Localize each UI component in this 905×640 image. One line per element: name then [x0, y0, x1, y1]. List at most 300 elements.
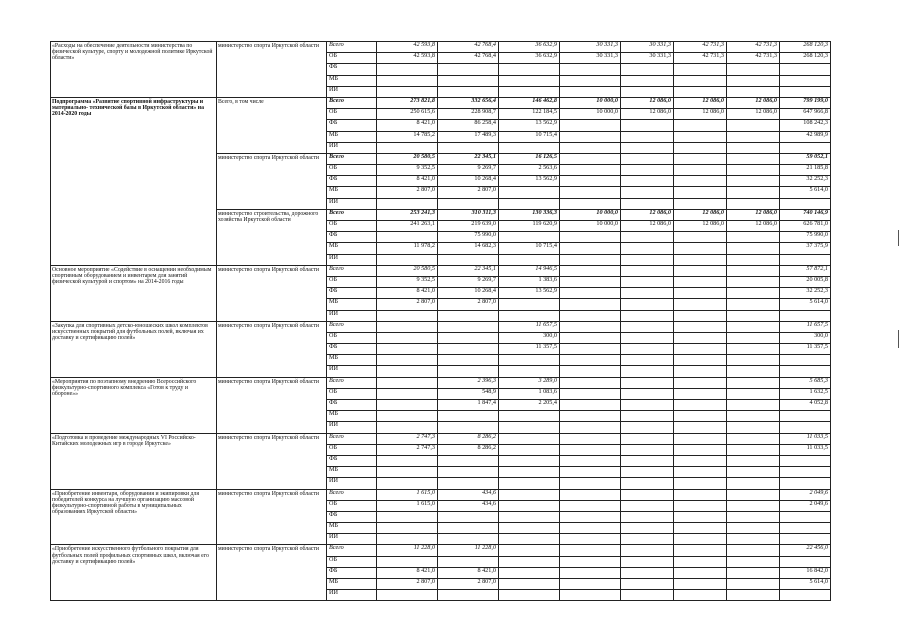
- activity-name: «Закупка для спортивных детско-юношеских школ комплектов искусственных покрытий для футбольных полей, включая их доставку и сертификацию полей»: [51, 321, 217, 377]
- total-value-cell: [780, 511, 831, 522]
- year-value-cell: 8 286,2: [438, 433, 499, 444]
- year-value-cell: [499, 75, 560, 86]
- year-value-cell: [621, 153, 674, 164]
- year-value-cell: [674, 265, 727, 276]
- year-value-cell: 22 345,1: [438, 153, 499, 164]
- year-value-cell: [727, 500, 780, 511]
- year-value-cell: [377, 366, 438, 377]
- year-value-cell: [727, 478, 780, 489]
- year-value-cell: 13 562,9: [499, 120, 560, 131]
- year-value-cell: [438, 321, 499, 332]
- year-value-cell: [438, 590, 499, 601]
- year-value-cell: [560, 366, 621, 377]
- year-value-cell: [621, 198, 674, 209]
- year-value-cell: 1 083,6: [499, 388, 560, 399]
- funding-source-code: ОБ: [327, 556, 377, 567]
- year-value-cell: [727, 120, 780, 131]
- year-value-cell: [621, 310, 674, 321]
- year-value-cell: [438, 344, 499, 355]
- year-value-cell: 8 421,0: [377, 567, 438, 578]
- executor-name: министерство спорта Иркутской области: [217, 489, 327, 545]
- year-value-cell: [674, 411, 727, 422]
- funding-source-code: ОБ: [327, 109, 377, 120]
- year-value-cell: [674, 377, 727, 388]
- year-value-cell: [560, 567, 621, 578]
- table-row: [51, 97, 831, 108]
- year-value-cell: 10 715,4: [499, 243, 560, 254]
- year-value-cell: [438, 511, 499, 522]
- year-value-cell: [674, 321, 727, 332]
- year-value-cell: [560, 265, 621, 276]
- total-value-cell: [780, 366, 831, 377]
- year-value-cell: 1 847,4: [438, 400, 499, 411]
- total-value-cell: 57 872,1: [780, 265, 831, 276]
- year-value-cell: [727, 332, 780, 343]
- funding-source-code: ФБ: [327, 176, 377, 187]
- year-value-cell: [438, 411, 499, 422]
- year-value-cell: [499, 299, 560, 310]
- year-value-cell: [560, 556, 621, 567]
- year-value-cell: 219 639,0: [438, 221, 499, 232]
- funding-source-code: МБ: [327, 355, 377, 366]
- year-value-cell: [438, 64, 499, 75]
- year-value-cell: [621, 377, 674, 388]
- year-value-cell: [674, 288, 727, 299]
- year-value-cell: [377, 590, 438, 601]
- year-value-cell: [727, 545, 780, 556]
- year-value-cell: 2 807,0: [438, 579, 499, 590]
- total-value-cell: 11 357,5: [780, 344, 831, 355]
- year-value-cell: 12 086,0: [621, 109, 674, 120]
- total-value-cell: [780, 422, 831, 433]
- year-value-cell: 12 086,0: [674, 109, 727, 120]
- year-value-cell: [499, 534, 560, 545]
- year-value-cell: 11 357,5: [499, 344, 560, 355]
- year-value-cell: [377, 142, 438, 153]
- year-value-cell: [674, 388, 727, 399]
- year-value-cell: 11 978,2: [377, 243, 438, 254]
- year-value-cell: [674, 299, 727, 310]
- year-value-cell: [377, 232, 438, 243]
- funding-source-code: ИИ: [327, 198, 377, 209]
- year-value-cell: [560, 64, 621, 75]
- year-value-cell: [560, 545, 621, 556]
- year-value-cell: [499, 254, 560, 265]
- year-value-cell: [621, 411, 674, 422]
- year-value-cell: [727, 64, 780, 75]
- executor-name: министерство спорта Иркутской области: [217, 433, 327, 489]
- year-value-cell: [499, 64, 560, 75]
- year-value-cell: [727, 433, 780, 444]
- year-value-cell: [674, 165, 727, 176]
- year-value-cell: 2 563,6: [499, 165, 560, 176]
- year-value-cell: [560, 590, 621, 601]
- funding-source-code: Всего: [327, 489, 377, 500]
- year-value-cell: [560, 511, 621, 522]
- year-value-cell: 119 620,9: [499, 221, 560, 232]
- year-value-cell: 75 990,0: [438, 232, 499, 243]
- year-value-cell: [499, 590, 560, 601]
- year-value-cell: [499, 198, 560, 209]
- year-value-cell: [727, 523, 780, 534]
- total-value-cell: 11 657,5: [780, 321, 831, 332]
- year-value-cell: [621, 142, 674, 153]
- year-value-cell: [674, 187, 727, 198]
- funding-source-code: МБ: [327, 579, 377, 590]
- year-value-cell: [621, 86, 674, 97]
- total-value-cell: [780, 355, 831, 366]
- year-value-cell: [727, 366, 780, 377]
- funding-source-code: ОБ: [327, 221, 377, 232]
- funding-source-code: Всего: [327, 265, 377, 276]
- year-value-cell: [621, 176, 674, 187]
- year-value-cell: [499, 433, 560, 444]
- year-value-cell: [560, 299, 621, 310]
- activity-name: «Мероприятия по поэтапному внедрению Всероссийского физкультурно-спортивного комплекса «Готов к труду и обороне»»: [51, 377, 217, 433]
- year-value-cell: [499, 500, 560, 511]
- year-value-cell: [674, 153, 727, 164]
- year-value-cell: 10 268,4: [438, 288, 499, 299]
- year-value-cell: 9 269,7: [438, 276, 499, 287]
- year-value-cell: [499, 567, 560, 578]
- year-value-cell: [674, 332, 727, 343]
- year-value-cell: 86 258,4: [438, 120, 499, 131]
- year-value-cell: [674, 344, 727, 355]
- year-value-cell: [560, 332, 621, 343]
- funding-source-code: ОБ: [327, 332, 377, 343]
- year-value-cell: 332 656,4: [438, 97, 499, 108]
- total-value-cell: [780, 86, 831, 97]
- total-value-cell: 37 375,9: [780, 243, 831, 254]
- year-value-cell: [621, 444, 674, 455]
- funding-source-code: ОБ: [327, 276, 377, 287]
- year-value-cell: [727, 355, 780, 366]
- activity-name: «Расходы на обеспечение деятельности министерства по физической культуре, спорту и молодежной политике Иркутской области»: [51, 42, 217, 98]
- year-value-cell: 14 785,2: [377, 131, 438, 142]
- activity-name: Основное мероприятие «Содействие в оснащении необходимым спортивным оборудованием и инвентарем для занятий физической культурой и спортом» на 2014-2016 годы: [51, 265, 217, 321]
- year-value-cell: [560, 534, 621, 545]
- year-value-cell: 1 615,0: [377, 500, 438, 511]
- year-value-cell: [674, 500, 727, 511]
- year-value-cell: [727, 165, 780, 176]
- total-value-cell: [780, 64, 831, 75]
- year-value-cell: [438, 86, 499, 97]
- year-value-cell: [621, 422, 674, 433]
- year-value-cell: [377, 422, 438, 433]
- activity-name: «Подготовка и проведение международных VI Российско-Китайских молодежных игр в городе Иркутске»: [51, 433, 217, 489]
- funding-source-code: МБ: [327, 243, 377, 254]
- total-value-cell: 21 185,8: [780, 165, 831, 176]
- year-value-cell: [674, 534, 727, 545]
- year-value-cell: [674, 579, 727, 590]
- total-value-cell: 647 966,8: [780, 109, 831, 120]
- year-value-cell: 42 731,3: [727, 42, 780, 53]
- total-value-cell: 20 005,8: [780, 276, 831, 287]
- year-value-cell: [560, 243, 621, 254]
- year-value-cell: [727, 567, 780, 578]
- year-value-cell: [621, 276, 674, 287]
- year-value-cell: [377, 467, 438, 478]
- year-value-cell: [621, 131, 674, 142]
- year-value-cell: [727, 489, 780, 500]
- year-value-cell: [377, 332, 438, 343]
- year-value-cell: 241 263,1: [377, 221, 438, 232]
- year-value-cell: 36 632,9: [499, 42, 560, 53]
- year-value-cell: [727, 455, 780, 466]
- year-value-cell: 12 086,0: [727, 209, 780, 220]
- year-value-cell: 300,0: [499, 332, 560, 343]
- year-value-cell: [621, 433, 674, 444]
- year-value-cell: [727, 254, 780, 265]
- year-value-cell: [674, 400, 727, 411]
- year-value-cell: [560, 422, 621, 433]
- year-value-cell: [727, 344, 780, 355]
- scan-edge-mark: [898, 230, 899, 246]
- year-value-cell: [499, 366, 560, 377]
- funding-source-code: ФБ: [327, 511, 377, 522]
- year-value-cell: [621, 534, 674, 545]
- year-value-cell: [674, 422, 727, 433]
- funding-source-code: ИИ: [327, 422, 377, 433]
- year-value-cell: 2 807,0: [438, 299, 499, 310]
- year-value-cell: 8 421,0: [438, 567, 499, 578]
- year-value-cell: 250 615,6: [377, 109, 438, 120]
- year-value-cell: 12 086,0: [674, 97, 727, 108]
- year-value-cell: 42 593,8: [377, 42, 438, 53]
- total-value-cell: 1 632,5: [780, 388, 831, 399]
- year-value-cell: 12 086,0: [674, 221, 727, 232]
- table-row: [51, 265, 831, 276]
- year-value-cell: [499, 556, 560, 567]
- year-value-cell: 1 383,6: [499, 276, 560, 287]
- year-value-cell: [621, 556, 674, 567]
- year-value-cell: 10 000,0: [560, 221, 621, 232]
- funding-source-code: ФБ: [327, 232, 377, 243]
- year-value-cell: [560, 321, 621, 332]
- year-value-cell: 12 086,0: [674, 209, 727, 220]
- year-value-cell: [674, 590, 727, 601]
- year-value-cell: 1 615,0: [377, 489, 438, 500]
- year-value-cell: [438, 422, 499, 433]
- total-value-cell: 16 842,0: [780, 567, 831, 578]
- year-value-cell: [499, 422, 560, 433]
- year-value-cell: [727, 276, 780, 287]
- year-value-cell: 122 184,5: [499, 109, 560, 120]
- year-value-cell: [438, 455, 499, 466]
- year-value-cell: [377, 511, 438, 522]
- total-value-cell: [780, 310, 831, 321]
- year-value-cell: [727, 534, 780, 545]
- funding-source-code: МБ: [327, 187, 377, 198]
- year-value-cell: 42 768,4: [438, 42, 499, 53]
- year-value-cell: 30 331,3: [560, 42, 621, 53]
- year-value-cell: [438, 523, 499, 534]
- year-value-cell: [377, 75, 438, 86]
- total-value-cell: 799 199,0: [780, 97, 831, 108]
- funding-source-code: ФБ: [327, 344, 377, 355]
- year-value-cell: [674, 176, 727, 187]
- year-value-cell: [727, 288, 780, 299]
- funding-source-code: Всего: [327, 42, 377, 53]
- year-value-cell: [621, 400, 674, 411]
- year-value-cell: 16 126,5: [499, 153, 560, 164]
- year-value-cell: [727, 321, 780, 332]
- year-value-cell: 22 345,1: [438, 265, 499, 276]
- year-value-cell: [438, 198, 499, 209]
- funding-source-code: ОБ: [327, 53, 377, 64]
- year-value-cell: 13 562,9: [499, 176, 560, 187]
- year-value-cell: [727, 400, 780, 411]
- year-value-cell: 8 421,0: [377, 288, 438, 299]
- executor-name: министерство спорта Иркутской области: [217, 377, 327, 433]
- year-value-cell: [499, 142, 560, 153]
- year-value-cell: [727, 131, 780, 142]
- year-value-cell: [621, 489, 674, 500]
- year-value-cell: [621, 288, 674, 299]
- year-value-cell: 10 000,0: [560, 209, 621, 220]
- year-value-cell: 2 807,0: [377, 299, 438, 310]
- total-value-cell: 11 033,5: [780, 433, 831, 444]
- year-value-cell: 11 228,0: [438, 545, 499, 556]
- year-value-cell: [438, 534, 499, 545]
- year-value-cell: [621, 64, 674, 75]
- total-value-cell: 5 685,3: [780, 377, 831, 388]
- year-value-cell: [377, 321, 438, 332]
- total-value-cell: 42 989,9: [780, 131, 831, 142]
- table-row: [51, 42, 831, 53]
- total-value-cell: 11 033,5: [780, 444, 831, 455]
- total-value-cell: 32 252,3: [780, 176, 831, 187]
- year-value-cell: [377, 355, 438, 366]
- year-value-cell: [560, 187, 621, 198]
- year-value-cell: [674, 198, 727, 209]
- year-value-cell: [674, 254, 727, 265]
- year-value-cell: [438, 75, 499, 86]
- year-value-cell: [674, 120, 727, 131]
- year-value-cell: [727, 86, 780, 97]
- year-value-cell: [560, 344, 621, 355]
- year-value-cell: [674, 455, 727, 466]
- year-value-cell: [499, 444, 560, 455]
- funding-source-code: Всего: [327, 545, 377, 556]
- total-value-cell: [780, 556, 831, 567]
- year-value-cell: [560, 400, 621, 411]
- year-value-cell: 310 311,3: [438, 209, 499, 220]
- executor-name: министерство спорта Иркутской области: [217, 321, 327, 377]
- year-value-cell: [499, 187, 560, 198]
- year-value-cell: 548,9: [438, 388, 499, 399]
- year-value-cell: [727, 579, 780, 590]
- year-value-cell: [674, 131, 727, 142]
- year-value-cell: [560, 455, 621, 466]
- year-value-cell: [377, 86, 438, 97]
- funding-source-code: МБ: [327, 299, 377, 310]
- total-value-cell: [780, 523, 831, 534]
- year-value-cell: 8 421,0: [377, 120, 438, 131]
- year-value-cell: 434,6: [438, 500, 499, 511]
- year-value-cell: 36 632,9: [499, 53, 560, 64]
- year-value-cell: [560, 478, 621, 489]
- year-value-cell: 10 715,4: [499, 131, 560, 142]
- total-value-cell: 300,0: [780, 332, 831, 343]
- year-value-cell: 42 731,3: [727, 53, 780, 64]
- year-value-cell: 273 821,8: [377, 97, 438, 108]
- total-value-cell: 75 990,0: [780, 232, 831, 243]
- year-value-cell: [377, 556, 438, 567]
- executor-name: Всего, в том числе: [217, 97, 327, 153]
- year-value-cell: [621, 321, 674, 332]
- total-value-cell: 22 456,0: [780, 545, 831, 556]
- total-value-cell: [780, 75, 831, 86]
- year-value-cell: [621, 366, 674, 377]
- year-value-cell: [377, 388, 438, 399]
- year-value-cell: [377, 400, 438, 411]
- year-value-cell: 10 000,0: [560, 97, 621, 108]
- funding-source-code: МБ: [327, 467, 377, 478]
- year-value-cell: [560, 310, 621, 321]
- year-value-cell: [621, 545, 674, 556]
- year-value-cell: [727, 153, 780, 164]
- funding-source-code: ИИ: [327, 86, 377, 97]
- year-value-cell: [621, 388, 674, 399]
- year-value-cell: [621, 523, 674, 534]
- year-value-cell: [560, 276, 621, 287]
- year-value-cell: [674, 489, 727, 500]
- year-value-cell: [621, 478, 674, 489]
- total-value-cell: 2 049,6: [780, 489, 831, 500]
- year-value-cell: [560, 165, 621, 176]
- year-value-cell: [377, 254, 438, 265]
- table-row: [51, 433, 831, 444]
- year-value-cell: 2 396,3: [438, 377, 499, 388]
- year-value-cell: [499, 511, 560, 522]
- executor-name: министерство спорта Иркутской области: [217, 545, 327, 601]
- year-value-cell: [621, 567, 674, 578]
- year-value-cell: [674, 75, 727, 86]
- funding-source-code: ИИ: [327, 478, 377, 489]
- year-value-cell: [560, 489, 621, 500]
- funding-source-code: ОБ: [327, 444, 377, 455]
- total-value-cell: 626 781,0: [780, 221, 831, 232]
- total-value-cell: 32 252,3: [780, 288, 831, 299]
- total-value-cell: 2 049,6: [780, 500, 831, 511]
- year-value-cell: [499, 86, 560, 97]
- year-value-cell: [560, 176, 621, 187]
- total-value-cell: 4 052,8: [780, 400, 831, 411]
- year-value-cell: [727, 142, 780, 153]
- year-value-cell: [674, 86, 727, 97]
- year-value-cell: [560, 288, 621, 299]
- year-value-cell: [674, 556, 727, 567]
- table-row: [51, 321, 831, 332]
- year-value-cell: 130 336,3: [499, 209, 560, 220]
- year-value-cell: [560, 467, 621, 478]
- year-value-cell: [727, 232, 780, 243]
- total-value-cell: 740 146,9: [780, 209, 831, 220]
- year-value-cell: 30 331,3: [560, 53, 621, 64]
- year-value-cell: [727, 377, 780, 388]
- year-value-cell: [499, 467, 560, 478]
- executor-name: министерство спорта Иркутской области: [217, 153, 327, 209]
- year-value-cell: [377, 534, 438, 545]
- funding-source-code: ФБ: [327, 455, 377, 466]
- year-value-cell: [621, 355, 674, 366]
- total-value-cell: [780, 142, 831, 153]
- funding-source-code: Всего: [327, 377, 377, 388]
- funding-source-code: Всего: [327, 433, 377, 444]
- year-value-cell: [674, 366, 727, 377]
- year-value-cell: [621, 332, 674, 343]
